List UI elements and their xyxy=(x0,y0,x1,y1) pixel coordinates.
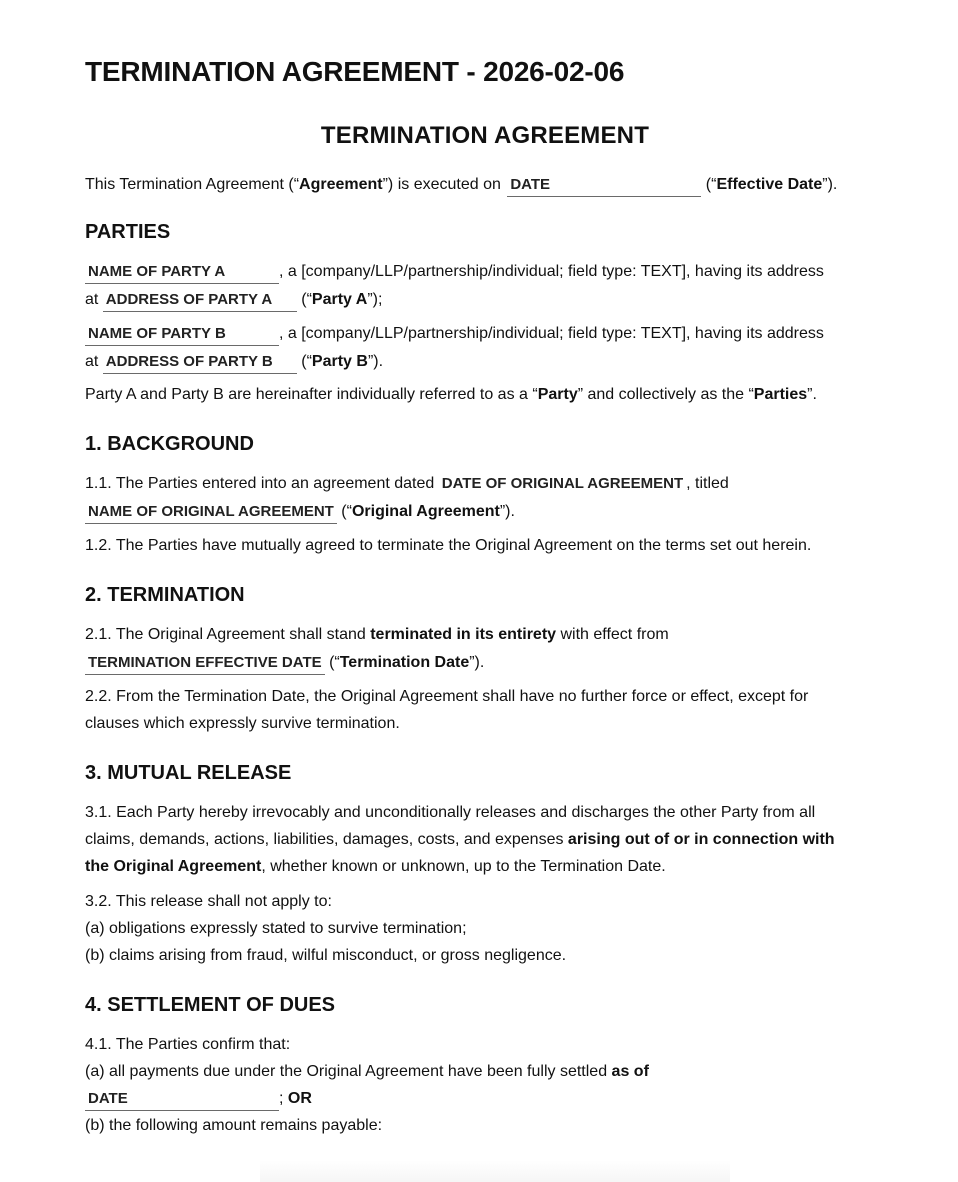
clause-3-2: 3.2. This release shall not apply to: (a) obligations expressly stated to survive termination; (b) claims arising from fraud, wilful misconduct, or gross negligence. xyxy=(85,888,885,969)
termination-date-field[interactable]: TERMINATION EFFECTIVE DATE xyxy=(85,653,325,675)
clause-2-1: 2.1. The Original Agreement shall stand terminated in its entirety with effect from TERMINATION EFFECTIVE DATE (“Termination Date”). xyxy=(85,621,885,676)
party-a-address-field[interactable]: ADDRESS OF PARTY A xyxy=(103,290,297,312)
party-b-clause: NAME OF PARTY B , a [company/LLP/partnership/individual; field type: TEXT], having its address at ADDRESS OF PARTY B (“Party B”). xyxy=(85,320,885,375)
party-a-clause: NAME OF PARTY A , a [company/LLP/partnership/individual; field type: TEXT], having its address at ADDRESS OF PARTY A (“Party A”); xyxy=(85,258,885,313)
intro-paragraph: This Termination Agreement (“Agreement”) is executed on DATE (“Effective Date”). xyxy=(85,171,885,198)
clause-4-1-b: (b) the following amount remains payable: xyxy=(85,1117,383,1134)
document-page xyxy=(85,54,885,1139)
clause-3-2-b: (b) claims arising from fraud, wilful misconduct, or gross negligence. xyxy=(85,947,567,964)
original-agreement-name-field[interactable]: NAME OF ORIGINAL AGREEMENT xyxy=(85,502,337,524)
clause-3-1: 3.1. Each Party hereby irrevocably and unconditionally releases and discharges the other Party from all claims, demands, actions, liabilities, damages, costs, and expenses arising out of or in connection with the Original Agreement, whether known or unknown, up to the Termination Date. xyxy=(85,804,835,875)
mutual-release-heading: 3. MUTUAL RELEASE xyxy=(85,762,292,784)
background-heading: 1. BACKGROUND xyxy=(85,433,254,455)
party-b-name-field[interactable]: NAME OF PARTY B xyxy=(85,324,279,346)
clause-1-1: 1.1. The Parties entered into an agreement dated DATE OF ORIGINAL AGREEMENT , titled NAME OF ORIGINAL AGREEMENT (“Original Agreement”). xyxy=(85,470,885,525)
original-agreement-date-field[interactable]: DATE OF ORIGINAL AGREEMENT xyxy=(441,475,684,492)
bottom-fade xyxy=(260,1160,730,1182)
party-a-name-field[interactable]: NAME OF PARTY A xyxy=(85,262,279,284)
clause-2-2: 2.2. From the Termination Date, the Original Agreement shall have no further force or effect, except for clauses which expressly survive termination. xyxy=(85,688,809,732)
party-b-address-field[interactable]: ADDRESS OF PARTY B xyxy=(103,352,297,374)
parties-summary: Party A and Party B are hereinafter individually referred to as a “Party” and collectively as the “Parties”. xyxy=(85,386,817,403)
effective-date-field[interactable]: DATE xyxy=(507,175,701,197)
clause-1-2: 1.2. The Parties have mutually agreed to terminate the Original Agreement on the terms set out herein. xyxy=(85,537,812,554)
settlement-date-field[interactable]: DATE xyxy=(85,1089,279,1111)
termination-heading: 2. TERMINATION xyxy=(85,584,245,606)
clause-3-2-a: (a) obligations expressly stated to survive termination; xyxy=(85,920,467,937)
agreement-title: TERMINATION AGREEMENT xyxy=(320,122,650,149)
document-title: TERMINATION AGREEMENT - 2026-02-06 xyxy=(85,56,625,87)
clause-4-1: 4.1. The Parties confirm that: (a) all payments due under the Original Agreement have been fully settled as of DATE ; OR (b) the following amount remains payable: xyxy=(85,1031,885,1139)
settlement-heading: 4. SETTLEMENT OF DUES xyxy=(85,994,336,1016)
parties-heading: PARTIES xyxy=(85,221,171,243)
